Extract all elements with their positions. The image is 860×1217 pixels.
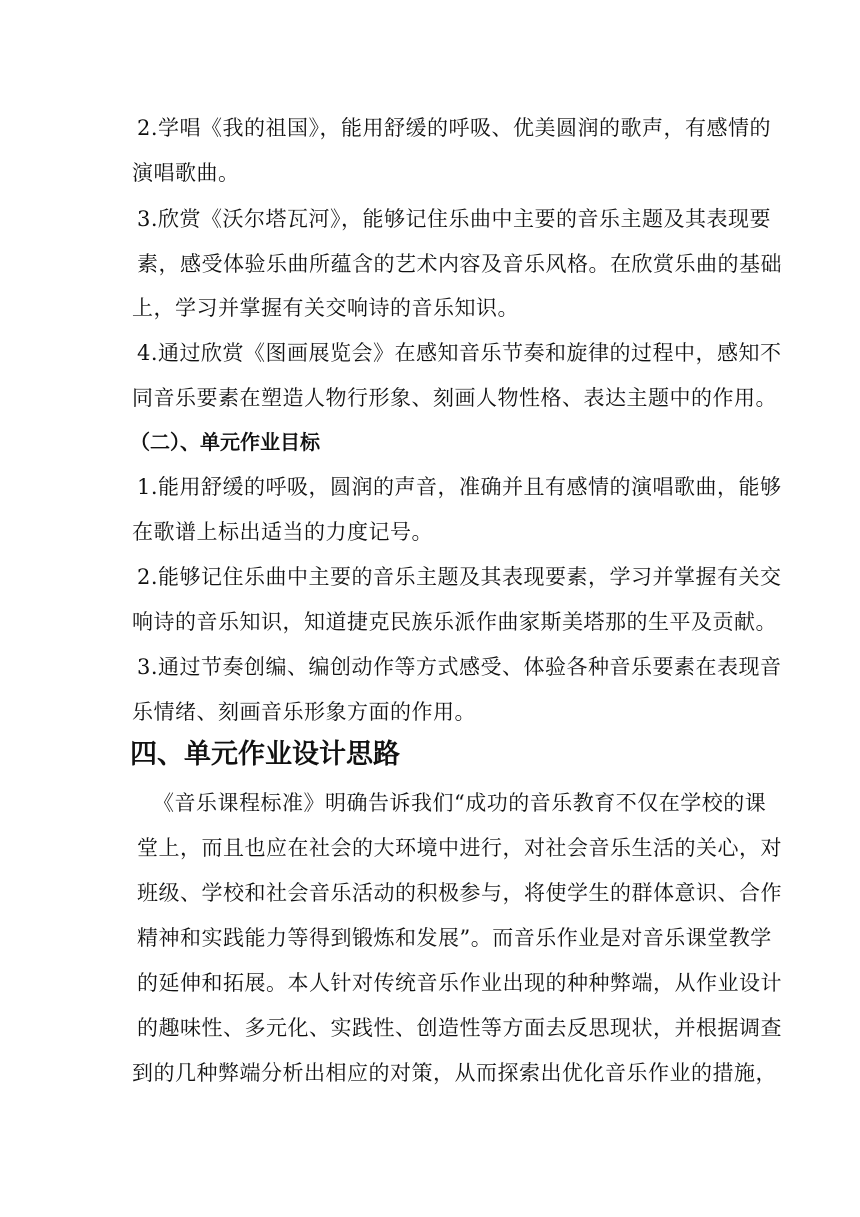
section-4-paragraph-line-2: 堂上，而且也应在社会的大环境中进行，对社会音乐生活的关心，对 bbox=[137, 836, 782, 860]
goal-2-line-2: 响诗的音乐知识，知道捷克民族乐派作曲家斯美塔那的生平及贡献。 bbox=[132, 610, 777, 634]
objective-3-line-1: 3.欣赏《沃尔塔瓦河》，能够记住乐曲中主要的音乐主题及其表现要 bbox=[137, 207, 772, 231]
section-4-paragraph-line-5: 的延伸和拓展。本人针对传统音乐作业出现的种种弊端，从作业设计 bbox=[137, 971, 782, 995]
objective-4-line-2: 同音乐要素在塑造人物行形象、刻画人物性格、表达主题中的作用。 bbox=[132, 386, 777, 410]
section-4-paragraph-line-6: 的趣味性、多元化、实践性、创造性等方面去反思现状，并根据调查 bbox=[137, 1016, 782, 1040]
objective-2-line-1: 2.学唱《我的祖国》，能用舒缓的呼吸、优美圆润的歌声，有感情的 bbox=[137, 116, 772, 140]
section-4-heading: 四、单元作业设计思路 bbox=[130, 739, 400, 770]
goal-2-line-1: 2.能够记住乐曲中主要的音乐主题及其表现要素，学习并掌握有关交 bbox=[137, 565, 782, 589]
goal-3-line-1: 3.通过节奏创编、编创动作等方式感受、体验各种音乐要素在表现音 bbox=[137, 655, 782, 679]
section-4-paragraph-line-4: 精神和实践能力等得到锻炼和发展”。而音乐作业是对音乐课堂教学 bbox=[137, 926, 772, 950]
goal-3-line-2: 乐情绪、刻画音乐形象方面的作用。 bbox=[132, 700, 476, 724]
objective-2-line-2: 演唱歌曲。 bbox=[132, 161, 240, 185]
unit-homework-goals-heading: （二）、单元作业目标 bbox=[130, 430, 320, 454]
objective-3-line-2: 素，感受体验乐曲所蕴含的艺术内容及音乐风格。在欣赏乐曲的基础 bbox=[137, 252, 782, 276]
section-4-paragraph-line-7: 到的几种弊端分析出相应的对策，从而探索出优化音乐作业的措施， bbox=[132, 1061, 777, 1085]
section-4-paragraph-line-1: 《音乐课程标准》明确告诉我们“成功的音乐教育不仅在学校的课 bbox=[153, 791, 767, 815]
section-4-paragraph-line-3: 班级、学校和社会音乐活动的积极参与，将使学生的群体意识、合作 bbox=[137, 881, 782, 905]
goal-1-line-1: 1.能用舒缓的呼吸，圆润的声音，准确并且有感情的演唱歌曲，能够 bbox=[137, 475, 782, 499]
goal-1-line-2: 在歌谱上标出适当的力度记号。 bbox=[132, 520, 433, 544]
objective-4-line-1: 4.通过欣赏《图画展览会》在感知音乐节奏和旋律的过程中，感知不 bbox=[137, 341, 782, 365]
objective-3-line-3: 上，学习并掌握有关交响诗的音乐知识。 bbox=[132, 296, 519, 320]
